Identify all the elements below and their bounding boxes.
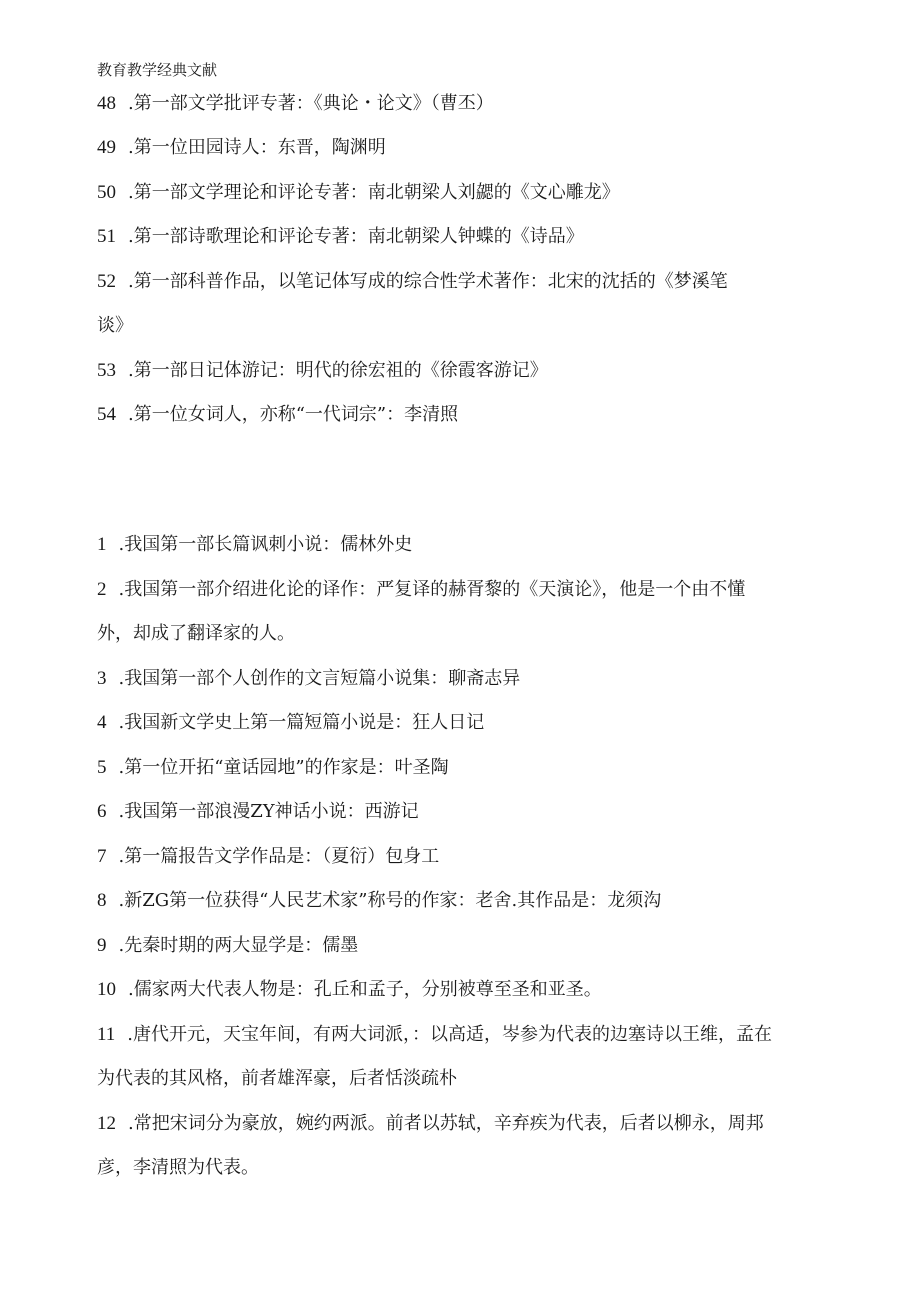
item-text: .我国新文学史上第一篇短篇小说是：狂人日记 — [118, 712, 485, 733]
item-number: 10 — [97, 979, 116, 1000]
list-item-50 — [97, 181, 620, 205]
item-text: .第一位田园诗人：东晋，陶渊明 — [128, 137, 386, 158]
item-text: .第一部诗歌理论和评论专著：南北朝梁人钟蝶的《诗品》 — [128, 226, 584, 247]
item-number: 11 — [97, 1024, 116, 1045]
page-header: 教育教学经典文献 — [97, 61, 218, 79]
item-number: 52 — [97, 271, 116, 292]
list-item-53 — [97, 359, 548, 383]
item-text: .我国第一部浪漫ZY神话小说：西游记 — [118, 801, 419, 822]
list-item-12-continuation: 彦，李清照为代表。 — [97, 1157, 259, 1178]
item-text: .唐代开元，天宝年间，有两大词派，：以高适，岑参为代表的边塞诗以王维，孟在 — [127, 1024, 773, 1045]
item-number: 1 — [97, 534, 107, 555]
item-number: 48 — [97, 93, 116, 114]
list-item-2-continuation: 外，却成了翻译家的人。 — [97, 623, 295, 644]
item-text: .我国第一部长篇讽刺小说：儒林外史 — [118, 534, 413, 555]
item-number: 5 — [97, 757, 107, 778]
item-number: 49 — [97, 137, 116, 158]
item-text: .第一位开拓“童话园地”的作家是：叶圣陶 — [118, 757, 449, 778]
item-number: 12 — [97, 1113, 116, 1134]
list-item-49 — [97, 136, 386, 160]
item-number: 51 — [97, 226, 116, 247]
list-item-3 — [97, 667, 520, 691]
item-text: .新ZG第一位获得“人民艺术家”称号的作家：老舍.其作品是：龙须沟 — [118, 890, 662, 911]
item-text: .常把宋词分为豪放，婉约两派。前者以苏轼，辛弃疾为代表，后者以柳永，周邦 — [128, 1113, 764, 1134]
item-number: 6 — [97, 801, 107, 822]
list-item-52-continuation: 谈》 — [97, 315, 133, 336]
list-item-51 — [97, 225, 584, 249]
item-text: .第一篇报告文学作品是：（夏衍）包身工 — [118, 846, 440, 867]
list-item-52 — [97, 270, 728, 294]
item-number: 9 — [97, 935, 107, 956]
item-number: 50 — [97, 182, 116, 203]
list-item-11-continuation: 为代表的其风格，前者雄浑豪，后者恬淡疏朴 — [97, 1068, 457, 1089]
list-item-11 — [97, 1023, 772, 1047]
item-text: .我国第一部个人创作的文言短篇小说集：聊斋志异 — [118, 668, 521, 689]
item-text: .第一位女词人，亦称“一代词宗”：李清照 — [128, 404, 459, 425]
item-number: 8 — [97, 890, 107, 911]
list-item-2 — [97, 578, 745, 602]
item-number: 2 — [97, 579, 107, 600]
item-number: 54 — [97, 404, 116, 425]
item-number: 4 — [97, 712, 107, 733]
item-text: .先秦时期的两大显学是：儒墨 — [118, 935, 359, 956]
item-text: .儒家两大代表人物是：孔丘和孟子，分别被尊至圣和亚圣。 — [128, 979, 602, 1000]
list-item-9 — [97, 934, 358, 958]
list-item-1 — [97, 533, 412, 557]
item-text: .第一部科普作品，以笔记体写成的综合性学术著作：北宋的沈括的《梦溪笔 — [128, 271, 728, 292]
list-item-4 — [97, 711, 484, 735]
item-text: .第一部日记体游记：明代的徐宏祖的《徐霞客游记》 — [128, 360, 548, 381]
list-item-5 — [97, 756, 449, 780]
item-number: 3 — [97, 668, 107, 689]
item-text: .第一部文学理论和评论专著：南北朝梁人刘勰的《文心雕龙》 — [128, 182, 620, 203]
item-text: .我国第一部介绍进化论的译作：严复译的赫胥黎的《天演论》，他是一个由不懂 — [118, 579, 746, 600]
list-item-7 — [97, 845, 439, 869]
list-item-48 — [97, 92, 494, 116]
list-item-12 — [97, 1112, 764, 1136]
item-number: 7 — [97, 846, 107, 867]
list-item-10 — [97, 978, 602, 1002]
list-item-54 — [97, 403, 458, 427]
item-number: 53 — [97, 360, 116, 381]
item-text: .第一部文学批评专著：《典论・论文》（曹丕） — [128, 93, 494, 114]
list-item-6 — [97, 800, 419, 824]
list-item-8 — [97, 889, 661, 913]
